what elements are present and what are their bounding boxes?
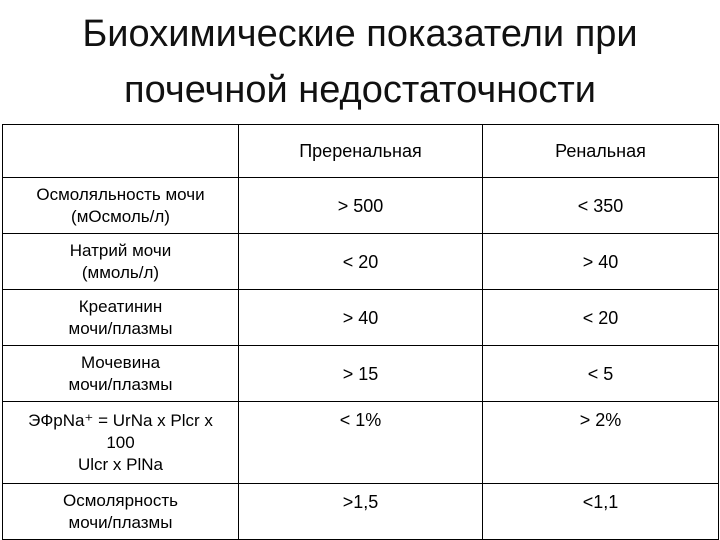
- renal-value: < 350: [483, 178, 719, 234]
- row-label: [3, 346, 239, 402]
- table-row: [3, 484, 719, 540]
- renal-value: <1,1: [483, 484, 719, 540]
- row-label-line: Ulcr x PlNa: [77, 454, 163, 474]
- table-row: [3, 178, 719, 234]
- row-label: [3, 178, 239, 234]
- row-label-line: Осмолярность: [62, 490, 179, 510]
- row-label-line: Осмоляльность мочи: [36, 184, 205, 204]
- table-header-row: [3, 125, 719, 178]
- indicators-table: [2, 124, 719, 540]
- prerenal-value: < 20: [239, 234, 483, 290]
- row-label-line: 100: [106, 432, 135, 452]
- table-row: [3, 402, 719, 484]
- table-row: [3, 290, 719, 346]
- row-label: [3, 290, 239, 346]
- header-prerenal: Преренальная: [239, 125, 483, 178]
- row-label-line: Мочевина: [80, 352, 161, 372]
- table-row: [3, 346, 719, 402]
- row-label-line: мочи/плазмы: [68, 374, 173, 394]
- row-label-line: мочи/плазмы: [68, 512, 173, 532]
- prerenal-value: > 15: [239, 346, 483, 402]
- renal-value: < 20: [483, 290, 719, 346]
- title-line-2: почечной недостаточности: [124, 69, 596, 111]
- title-line-1: Биохимические показатели при: [82, 13, 638, 55]
- row-label: [3, 484, 239, 540]
- renal-value: < 5: [483, 346, 719, 402]
- row-label-line: мочи/плазмы: [68, 318, 173, 338]
- row-label-line: ЭФрNa⁺ = UrNa x Plcr x: [28, 410, 213, 430]
- prerenal-value: > 500: [239, 178, 483, 234]
- prerenal-value: < 1%: [239, 402, 483, 484]
- renal-value: > 2%: [483, 402, 719, 484]
- prerenal-value: >1,5: [239, 484, 483, 540]
- row-label-line: (ммоль/л): [81, 262, 160, 282]
- renal-value: > 40: [483, 234, 719, 290]
- prerenal-value: > 40: [239, 290, 483, 346]
- header-renal: Ренальная: [483, 125, 719, 178]
- header-empty-cell: [3, 125, 239, 178]
- row-label: [3, 234, 239, 290]
- slide-title: [0, 0, 720, 118]
- row-label-line: (мОсмоль/л): [71, 206, 170, 226]
- table-row: [3, 234, 719, 290]
- row-label-line: Натрий мочи: [69, 240, 172, 260]
- row-label-line: Креатинин: [78, 296, 163, 316]
- row-label: [3, 402, 239, 484]
